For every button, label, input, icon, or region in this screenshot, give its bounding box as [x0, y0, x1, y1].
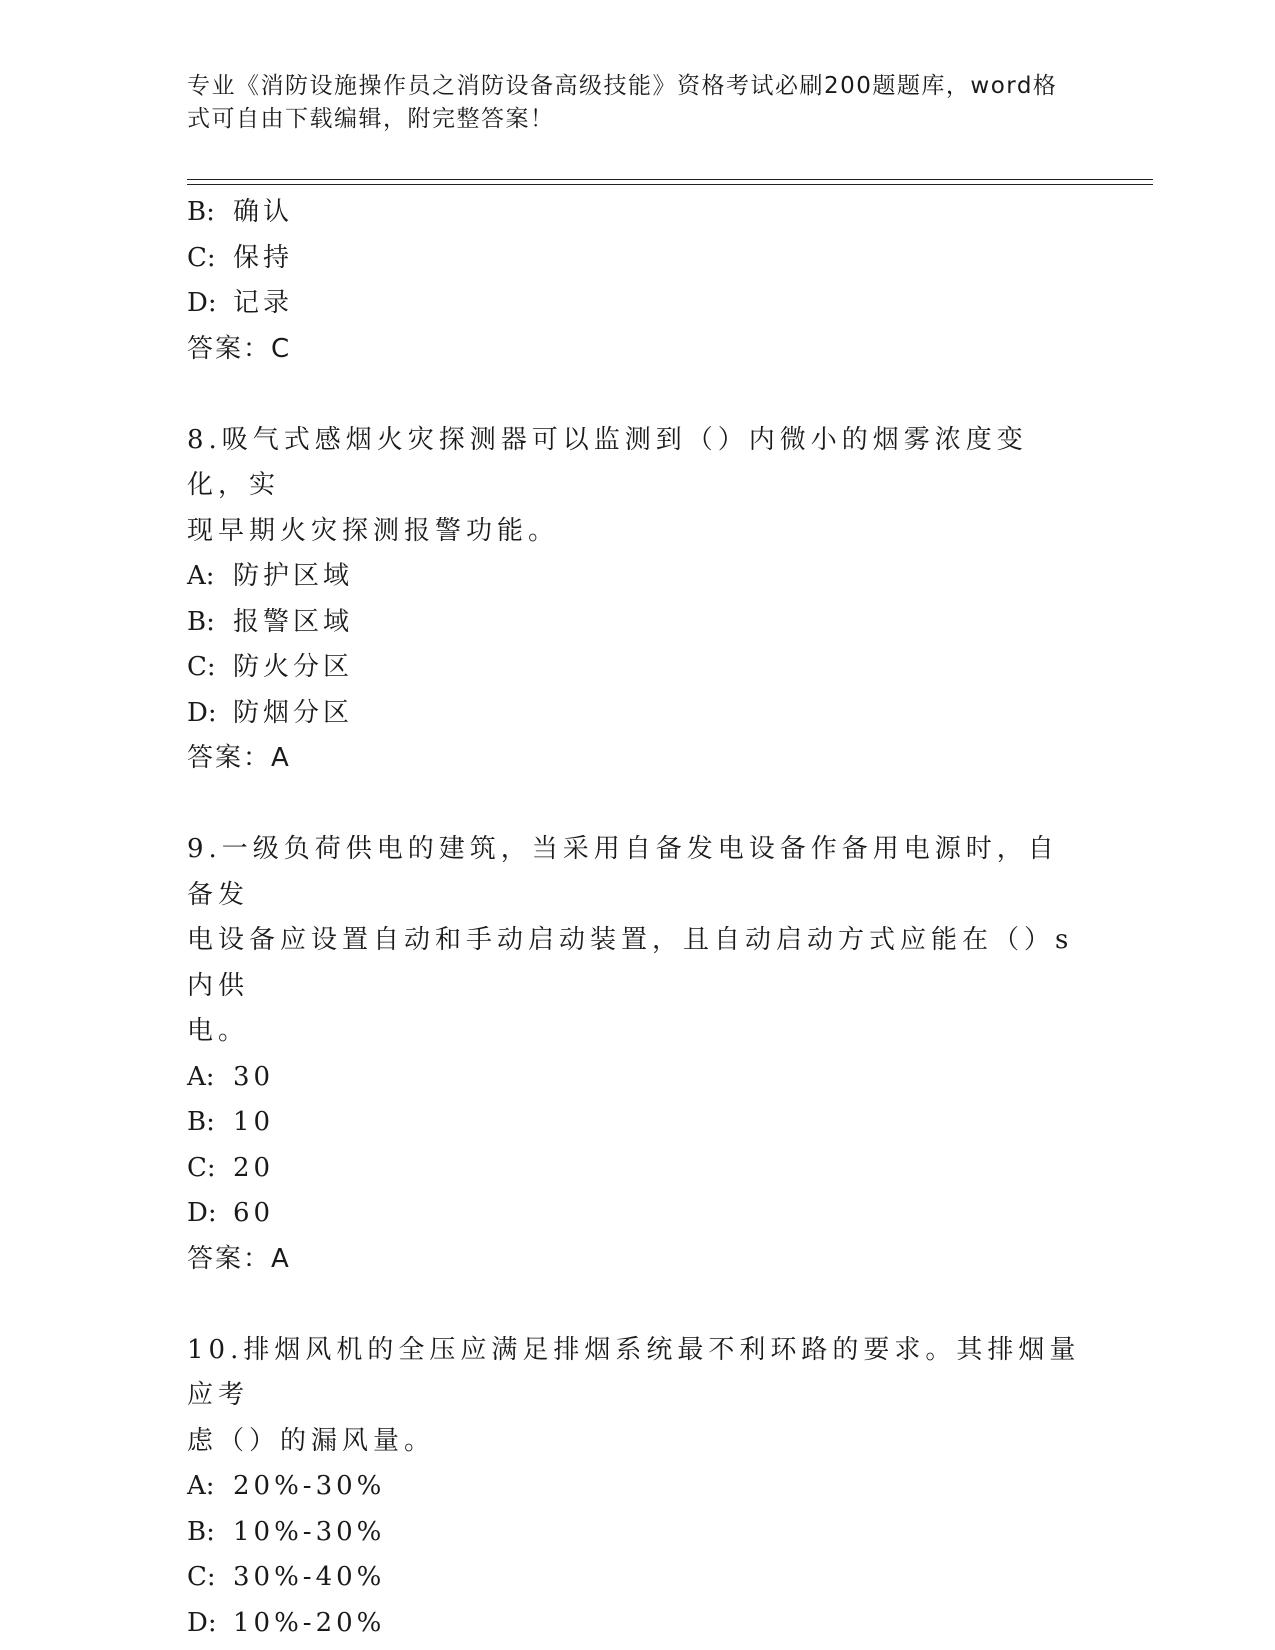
option-text: 10 — [233, 1107, 275, 1137]
header-rule-top — [187, 179, 1153, 180]
answer-line: 答案：C — [187, 333, 292, 364]
option-text: 保持 — [233, 242, 294, 273]
option-c — [187, 1146, 1087, 1192]
option-d — [187, 281, 1087, 327]
answer-line: 答案：A — [187, 1243, 291, 1274]
option-text: 报警区域 — [233, 606, 354, 637]
option-letter: A: — [187, 1471, 215, 1501]
option-d — [187, 691, 1087, 737]
option-letter: D: — [187, 1198, 217, 1228]
option-letter: B: — [187, 1107, 215, 1137]
page-header: 专业《消防设施操作员之消防设备高级技能》资格考试必刷200题题库，word格式可自由下载编辑，附完整答案！ — [187, 73, 1058, 132]
question-10 — [187, 1328, 1087, 1647]
option-text: 10%-20% — [233, 1607, 386, 1638]
question-text-line: 虑（）的漏风量。 — [187, 1425, 436, 1456]
option-text: 防烟分区 — [233, 697, 354, 728]
question-text-line: 电。 — [187, 1016, 250, 1046]
option-text: 防火分区 — [233, 652, 354, 682]
option-text: 记录 — [233, 288, 294, 318]
option-letter: B: — [187, 197, 215, 227]
option-text: 10%-30% — [233, 1516, 386, 1547]
option-text: 20%-30% — [233, 1471, 386, 1501]
option-letter: C: — [187, 1562, 216, 1592]
question-8 — [187, 418, 1087, 782]
option-c — [187, 236, 1087, 282]
question-9 — [187, 827, 1087, 1282]
option-b — [187, 1100, 1087, 1146]
question-text-line: 9.一级负荷供电的建筑，当采用自备发电设备作备用电源时，自备发 — [187, 834, 1059, 910]
option-b — [187, 600, 1087, 646]
option-text: 20 — [233, 1152, 275, 1183]
option-a — [187, 554, 1087, 600]
option-text: 30%-40% — [233, 1562, 386, 1592]
option-text: 确认 — [233, 197, 294, 227]
carryover-block — [187, 190, 1087, 372]
option-letter: D: — [187, 288, 217, 318]
option-letter: B: — [187, 1516, 215, 1547]
option-letter: C: — [187, 1152, 216, 1183]
option-text: 60 — [233, 1198, 275, 1228]
option-c — [187, 1555, 1087, 1601]
question-text-line: 现早期火灾探测报警功能。 — [187, 515, 560, 546]
option-text: 30 — [233, 1061, 275, 1092]
option-c — [187, 645, 1087, 691]
option-letter: A: — [187, 561, 215, 591]
option-b — [187, 1510, 1087, 1556]
option-letter: D: — [187, 1607, 217, 1638]
question-text-line: 电设备应设置自动和手动启动装置，且自动启动方式应能在（）s内供 — [187, 925, 1074, 1001]
option-text: 防护区域 — [233, 561, 354, 591]
question-text-line: 8.吸气式感烟火灾探测器可以监测到（）内微小的烟雾浓度变化，实 — [187, 424, 1028, 500]
option-d — [187, 1191, 1087, 1237]
option-letter: D: — [187, 697, 217, 728]
header-rule-bottom — [187, 184, 1153, 185]
option-a — [187, 1464, 1087, 1510]
question-text-line: 10.排烟风机的全压应满足排烟系统最不利环路的要求。其排烟量应考 — [187, 1334, 1081, 1410]
option-letter: C: — [187, 242, 216, 273]
page-content — [187, 190, 1087, 1646]
answer-line: 答案：A — [187, 743, 291, 773]
option-letter: B: — [187, 606, 215, 637]
option-d — [187, 1601, 1087, 1647]
option-b — [187, 190, 1087, 236]
option-letter: A: — [187, 1061, 215, 1092]
option-letter: C: — [187, 652, 216, 682]
option-a — [187, 1055, 1087, 1101]
